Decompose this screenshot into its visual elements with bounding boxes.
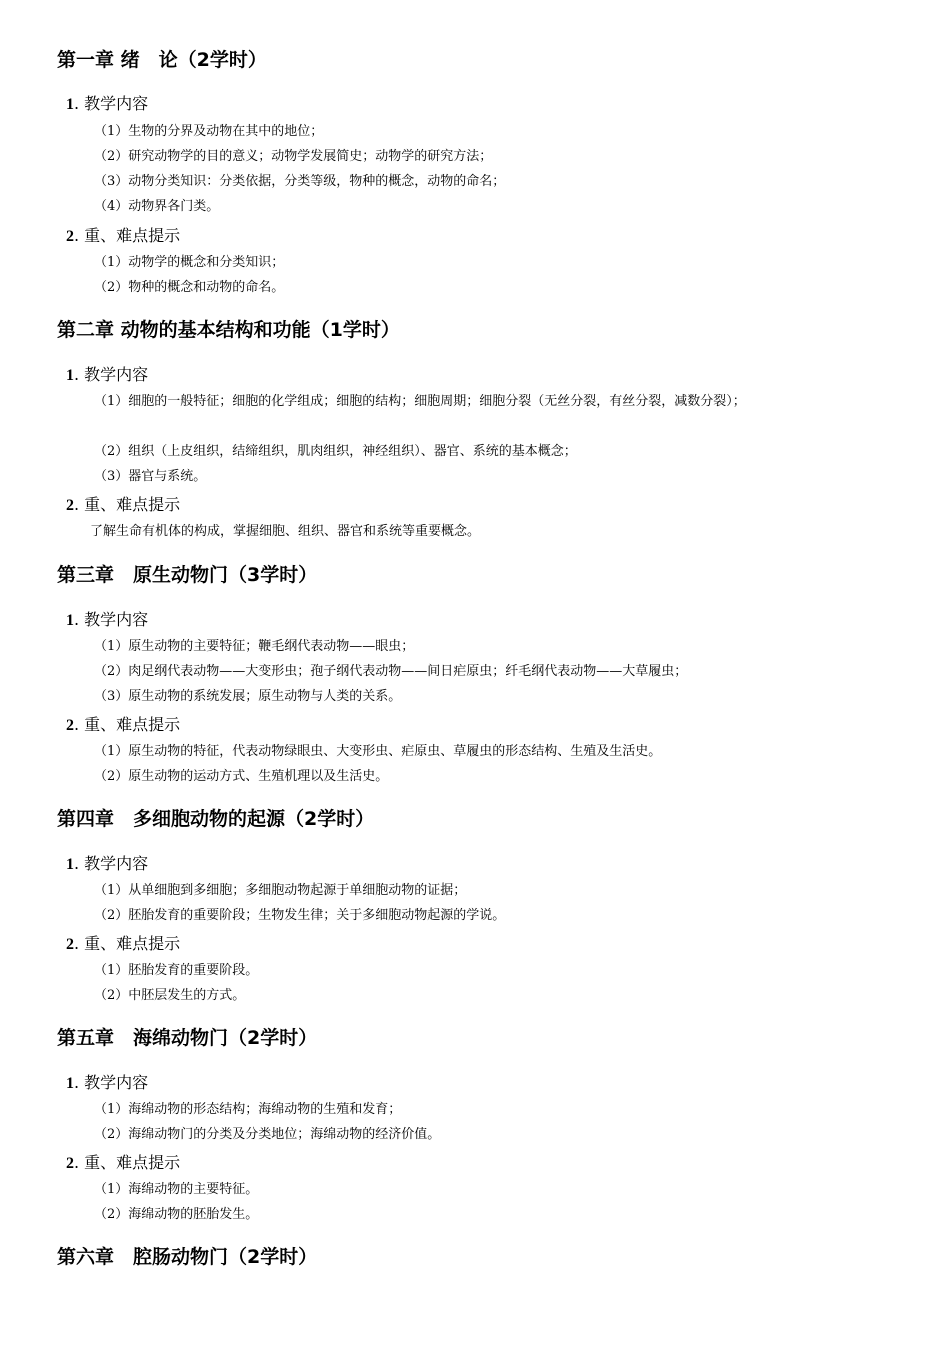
section-number: 2 (66, 497, 74, 514)
chapter-3-teaching-heading (66, 610, 148, 631)
chapter-5-key-item-2: （2）海绵动物的胚胎发生。 (94, 1207, 259, 1222)
chapter-1-key-item-2: （2）物种的概念和动物的命名。 (94, 280, 285, 295)
section-number: 1 (66, 1075, 74, 1092)
section-number: 1 (66, 612, 74, 629)
section-label: . 重、难点提示 (74, 1153, 181, 1172)
section-number: 2 (66, 717, 74, 734)
section-label: . 重、难点提示 (74, 495, 181, 514)
section-label: . 教学内容 (74, 365, 149, 384)
chapter-1-teaching-item-2: （2）研究动物学的目的意义；动物学发展简史；动物学的研究方法； (94, 149, 493, 164)
section-number: 2 (66, 228, 74, 245)
chapter-1-teaching-item-4: （4）动物界各门类。 (94, 199, 220, 214)
chapter-4-key-heading (66, 934, 180, 955)
section-number: 1 (66, 856, 74, 873)
chapter-5-title: 第五章 海绵动物门（2学时） (57, 1027, 318, 1049)
chapter-5-teaching-item-2: （2）海绵动物门的分类及分类地位；海绵动物的经济价值。 (94, 1127, 441, 1142)
chapter-4-key-item-1: （1）胚胎发育的重要阶段。 (94, 963, 259, 978)
chapter-1-teaching-heading (66, 94, 148, 115)
chapter-3-teaching-item-3: （3）原生动物的系统发展；原生动物与人类的关系。 (94, 689, 402, 704)
chapter-4-teaching-item-1: （1）从单细胞到多细胞；多细胞动物起源于单细胞动物的证据； (94, 883, 467, 898)
section-label: . 教学内容 (74, 94, 149, 113)
section-number: 2 (66, 936, 74, 953)
chapter-4-title: 第四章 多细胞动物的起源（2学时） (57, 808, 375, 830)
chapter-4-key-item-2: （2）中胚层发生的方式。 (94, 988, 246, 1003)
section-label: . 重、难点提示 (74, 226, 181, 245)
chapter-4-teaching-item-2: （2）胚胎发育的重要阶段；生物发生律；关于多细胞动物起源的学说。 (94, 908, 506, 923)
chapter-1-teaching-item-1: （1）生物的分界及动物在其中的地位； (94, 124, 324, 139)
chapter-3-teaching-item-1: （1）原生动物的主要特征；鞭毛纲代表动物——眼虫； (94, 639, 415, 654)
section-label: . 教学内容 (74, 854, 149, 873)
chapter-1-key-heading (66, 226, 180, 247)
chapter-5-teaching-item-1: （1）海绵动物的形态结构；海绵动物的生殖和发育； (94, 1102, 402, 1117)
chapter-3-key-item-2: （2）原生动物的运动方式、生殖机理以及生活史。 (94, 769, 389, 784)
section-label: . 重、难点提示 (74, 934, 181, 953)
section-label: . 教学内容 (74, 1073, 149, 1092)
chapter-3-key-heading (66, 715, 180, 736)
chapter-2-teaching-item-2: （2）组织（上皮组织，结缔组织，肌肉组织，神经组织）、器官、系统的基本概念； (94, 444, 577, 459)
chapter-2-key-item-1: 了解生命有机体的构成，掌握细胞、组织、器官和系统等重要概念。 (90, 524, 481, 539)
chapter-1-teaching-item-3: （3）动物分类知识：分类依据，分类等级，物种的概念，动物的命名； (94, 174, 506, 189)
section-number: 1 (66, 96, 74, 113)
section-label: . 教学内容 (74, 610, 149, 629)
chapter-5-key-item-1: （1）海绵动物的主要特征。 (94, 1182, 259, 1197)
chapter-2-teaching-item-1: （1）细胞的一般特征；细胞的化学组成；细胞的结构；细胞周期；细胞分裂（无丝分裂，有丝分裂，减数分裂）； (94, 394, 746, 409)
section-number: 2 (66, 1155, 74, 1172)
chapter-4-teaching-heading (66, 854, 148, 875)
chapter-2-title: 第二章 动物的基本结构和功能（1学时） (57, 319, 400, 341)
chapter-3-teaching-item-2: （2）肉足纲代表动物——大变形虫；孢子纲代表动物——间日疟原虫；纤毛纲代表动物——大草履虫； (94, 664, 688, 679)
chapter-1-key-item-1: （1）动物学的概念和分类知识； (94, 255, 285, 270)
chapter-3-title: 第三章 原生动物门（3学时） (57, 564, 318, 586)
section-number: 1 (66, 367, 74, 384)
chapter-5-key-heading (66, 1153, 180, 1174)
chapter-3-key-item-1: （1）原生动物的特征，代表动物绿眼虫、大变形虫、疟原虫、草履虫的形态结构、生殖及生活史。 (94, 744, 662, 759)
chapter-2-key-heading (66, 495, 180, 516)
chapter-1-title: 第一章 绪 论（2学时） (57, 49, 267, 71)
chapter-5-teaching-heading (66, 1073, 148, 1094)
section-label: . 重、难点提示 (74, 715, 181, 734)
chapter-2-teaching-heading (66, 365, 148, 386)
chapter-2-teaching-item-3: （3）器官与系统。 (94, 469, 207, 484)
chapter-6-title: 第六章 腔肠动物门（2学时） (57, 1246, 318, 1268)
